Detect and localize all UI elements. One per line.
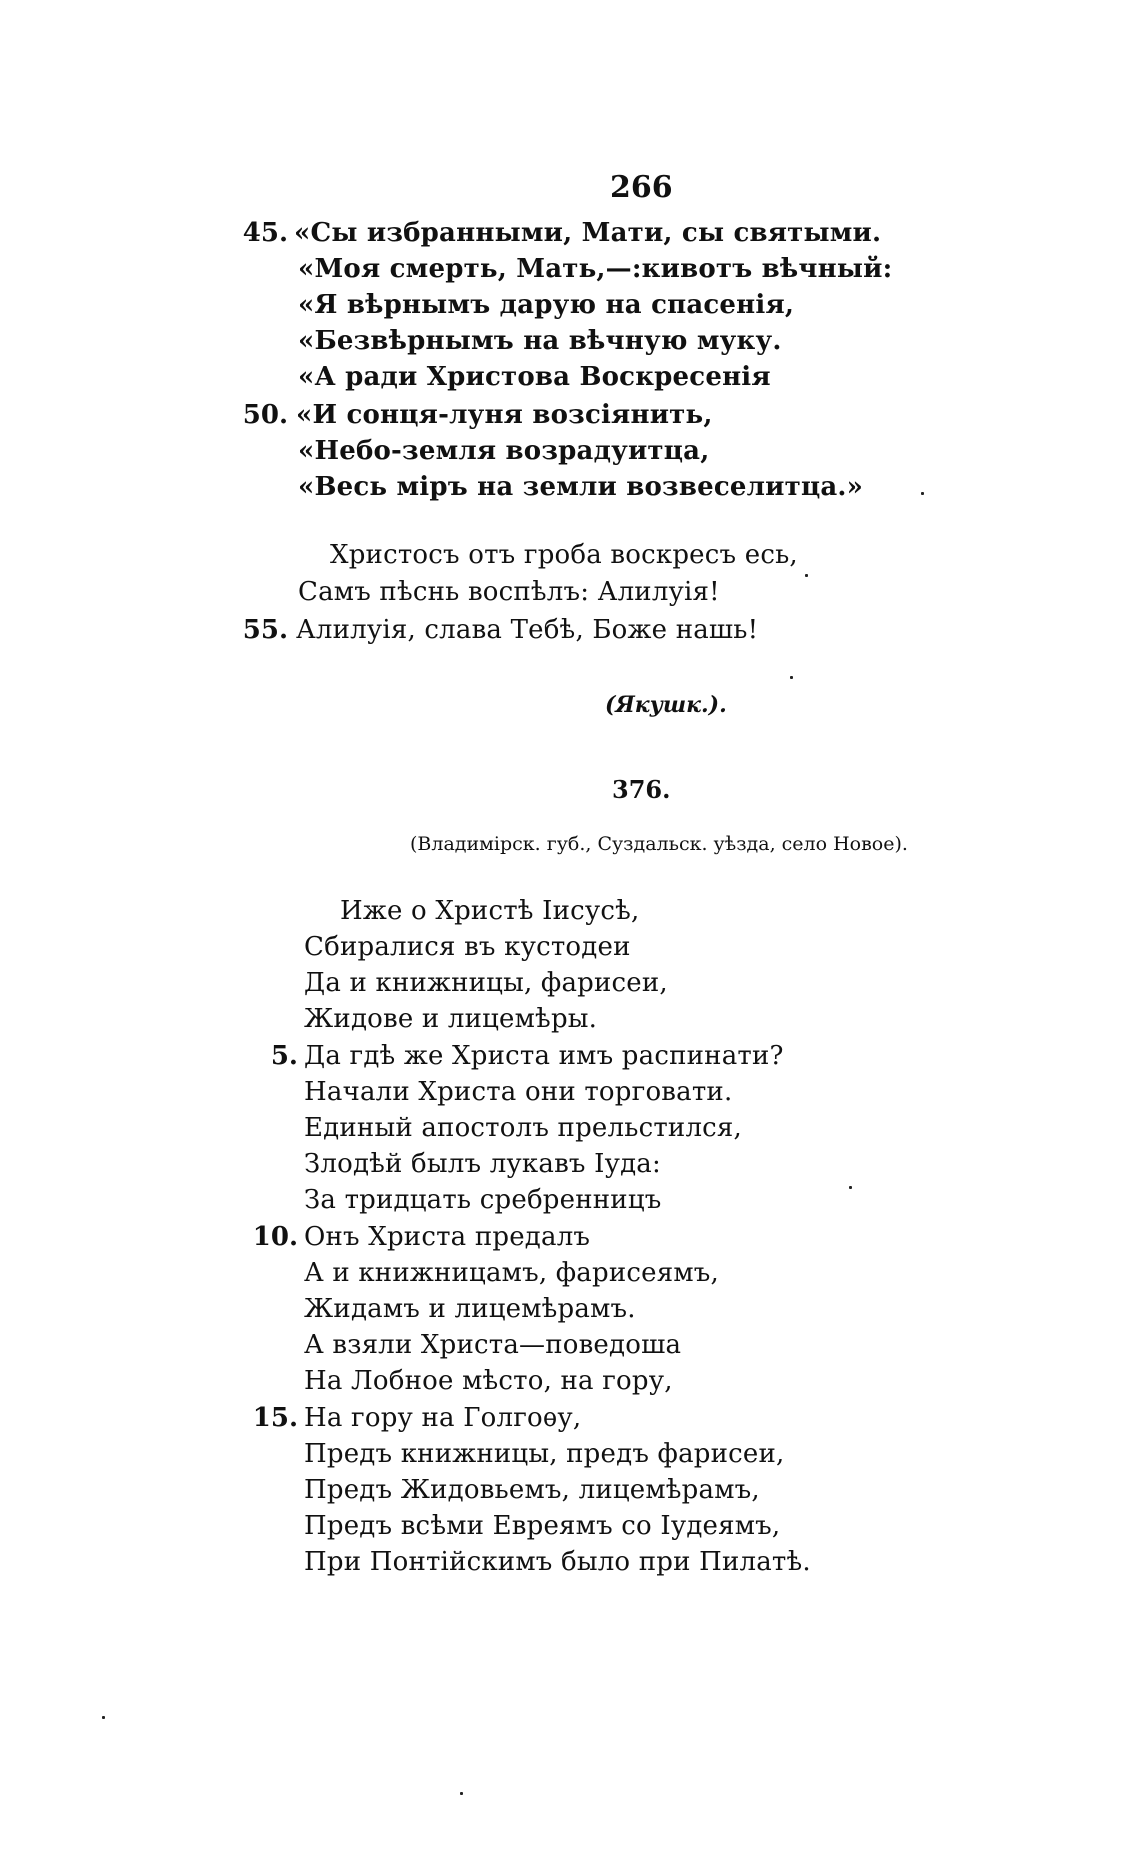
verse-line: «Весь міръ на земли возвеселитца.» xyxy=(298,472,864,502)
verse-line: Жидамъ и лицемѣрамъ. xyxy=(304,1294,636,1324)
poem-number: 376. xyxy=(612,775,671,804)
verse-line: За тридцать сребренницъ xyxy=(304,1185,662,1215)
verse-line: Злодѣй былъ лукавъ Іуда: xyxy=(304,1149,661,1179)
line-number: 10. xyxy=(252,1222,298,1252)
verse-line: Единый апостолъ прельстился, xyxy=(304,1113,742,1143)
verse-line: «А ради Христова Воскресенія xyxy=(298,362,771,392)
scan-speck xyxy=(790,676,793,679)
verse-line: А взяли Христа—поведоша xyxy=(304,1330,682,1360)
verse-line: Сбиралися въ кустодеи xyxy=(304,932,631,962)
verse-line: Жидове и лицемѣры. xyxy=(304,1004,598,1034)
attribution: (Якушк.). xyxy=(605,692,727,718)
scan-speck xyxy=(921,492,924,495)
verse-line: При Понтійскимъ было при Пилатѣ. xyxy=(304,1547,811,1577)
line-number: 55. xyxy=(242,615,288,645)
scan-speck xyxy=(805,574,808,577)
verse-line: «Сы избранными, Мати, сы святыми. xyxy=(294,218,882,248)
verse-line: «Я вѣрнымъ дарую на спасенія, xyxy=(298,290,795,320)
scan-speck xyxy=(102,1716,105,1719)
verse-line: Алилуія, слава Тебѣ, Боже нашь! xyxy=(296,615,759,645)
verse-line: Онъ Христа предалъ xyxy=(304,1222,591,1252)
scan-speck xyxy=(849,1186,852,1189)
line-number: 50. xyxy=(242,400,288,430)
verse-line: Иже о Христѣ Іисусѣ, xyxy=(340,896,640,926)
location-note: (Владимірск. губ., Суздальск. уѣзда, село Новое). xyxy=(410,833,908,855)
verse-line: Да гдѣ же Христа имъ распинати? xyxy=(304,1041,784,1071)
verse-line: Начали Христа они торговати. xyxy=(304,1077,733,1107)
verse-line: На гору на Голгоѳу, xyxy=(304,1403,582,1433)
verse-line: «Небо-земля возрадуитца, xyxy=(298,436,710,466)
verse-line: Предъ книжницы, предъ фарисеи, xyxy=(304,1439,785,1469)
page-number: 266 xyxy=(610,170,673,205)
line-number: 45. xyxy=(242,218,288,248)
verse-line: На Лобное мѣсто, на гору, xyxy=(304,1366,673,1396)
verse-line: «И сонця-луня возсіянить, xyxy=(296,400,713,430)
line-number: 5. xyxy=(270,1041,298,1071)
verse-line: А и книжницамъ, фарисеямъ, xyxy=(304,1258,719,1288)
verse-line: «Моя смерть, Мать,—:кивотъ вѣчный: xyxy=(298,254,893,284)
verse-line: «Безвѣрнымъ на вѣчную муку. xyxy=(298,326,782,356)
verse-line: Предъ всѣми Евреямъ со Іудеямъ, xyxy=(304,1511,781,1541)
verse-line: Самъ пѣснь воспѣлъ: Алилуія! xyxy=(298,577,720,607)
verse-line: Предъ Жидовьемъ, лицемѣрамъ, xyxy=(304,1475,760,1505)
line-number: 15. xyxy=(252,1403,298,1433)
verse-line: Христосъ отъ гроба воскресъ есь, xyxy=(330,540,798,570)
scan-speck xyxy=(460,1792,463,1795)
verse-line: Да и книжницы, фарисеи, xyxy=(304,968,668,998)
